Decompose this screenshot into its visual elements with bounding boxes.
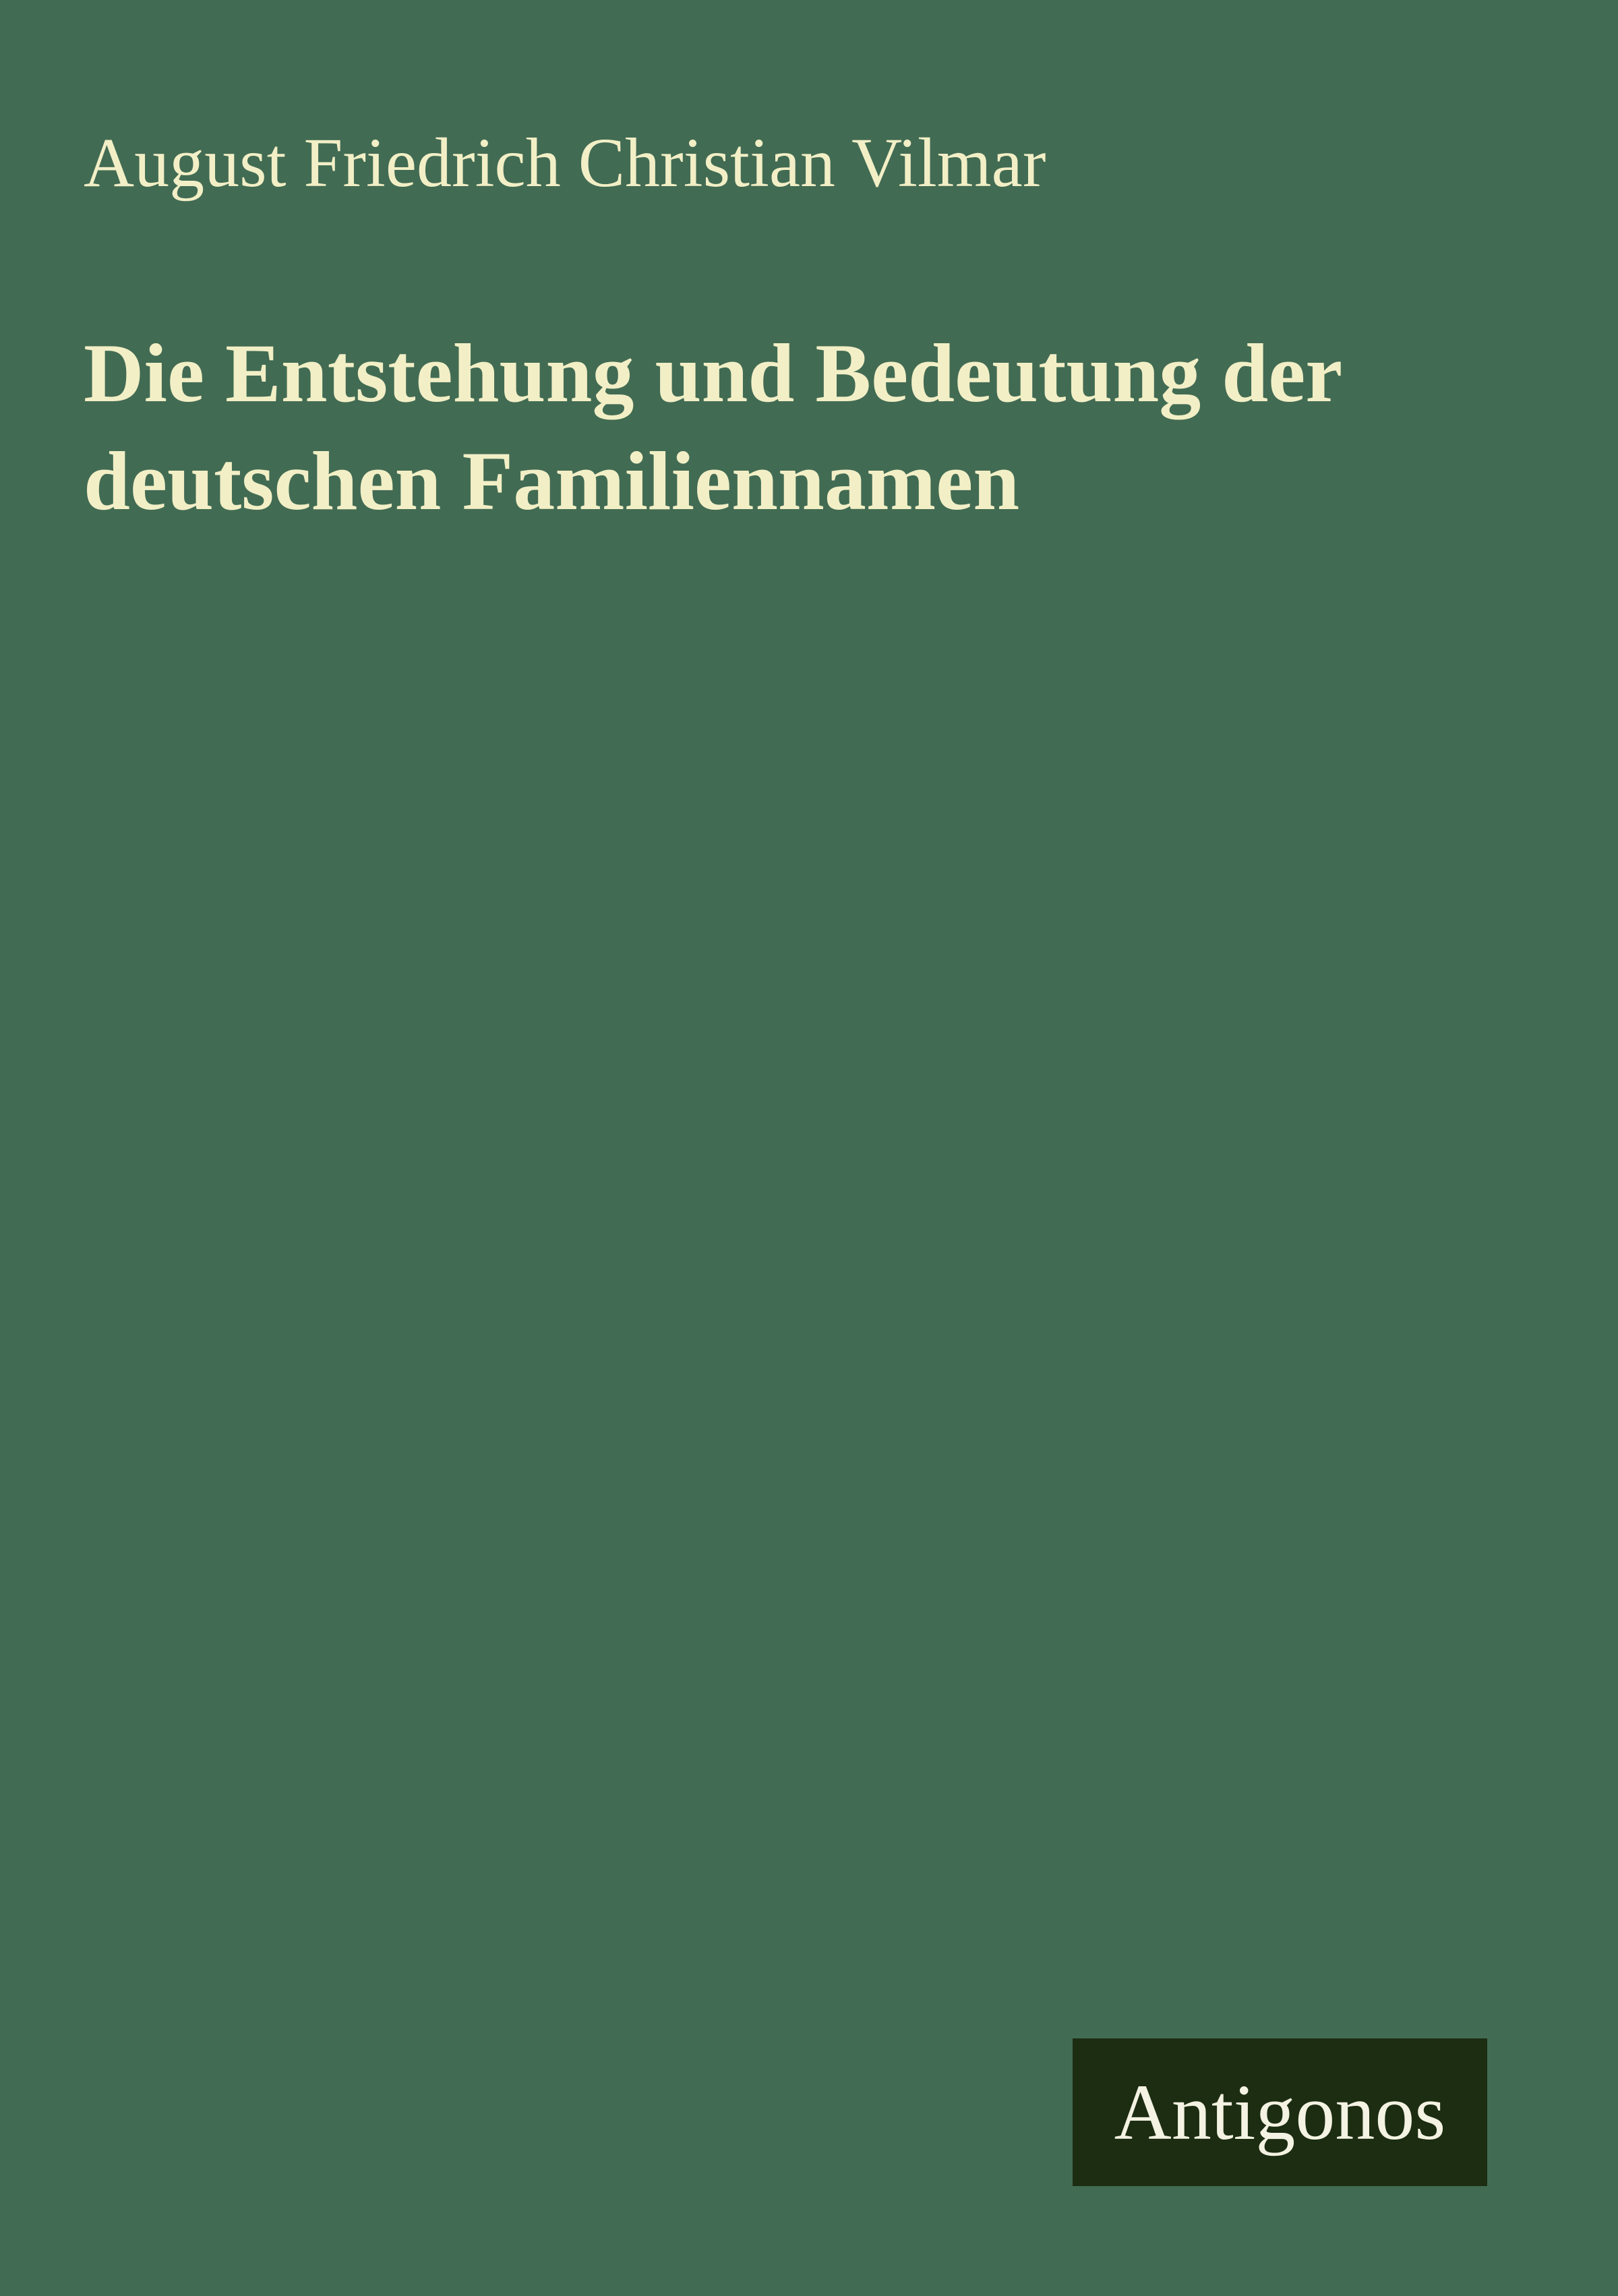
publisher-name: Antigonos <box>1114 2067 1446 2156</box>
book-title <box>84 320 1342 535</box>
book-title-line-1: Die Entstehung und Bedeutung der <box>84 327 1343 419</box>
author-name: August Friedrich Christian Vilmar <box>84 124 1046 202</box>
book-title-line-2: deutschen Familiennamen <box>84 435 1020 527</box>
publisher-logo <box>1073 2038 1487 2186</box>
